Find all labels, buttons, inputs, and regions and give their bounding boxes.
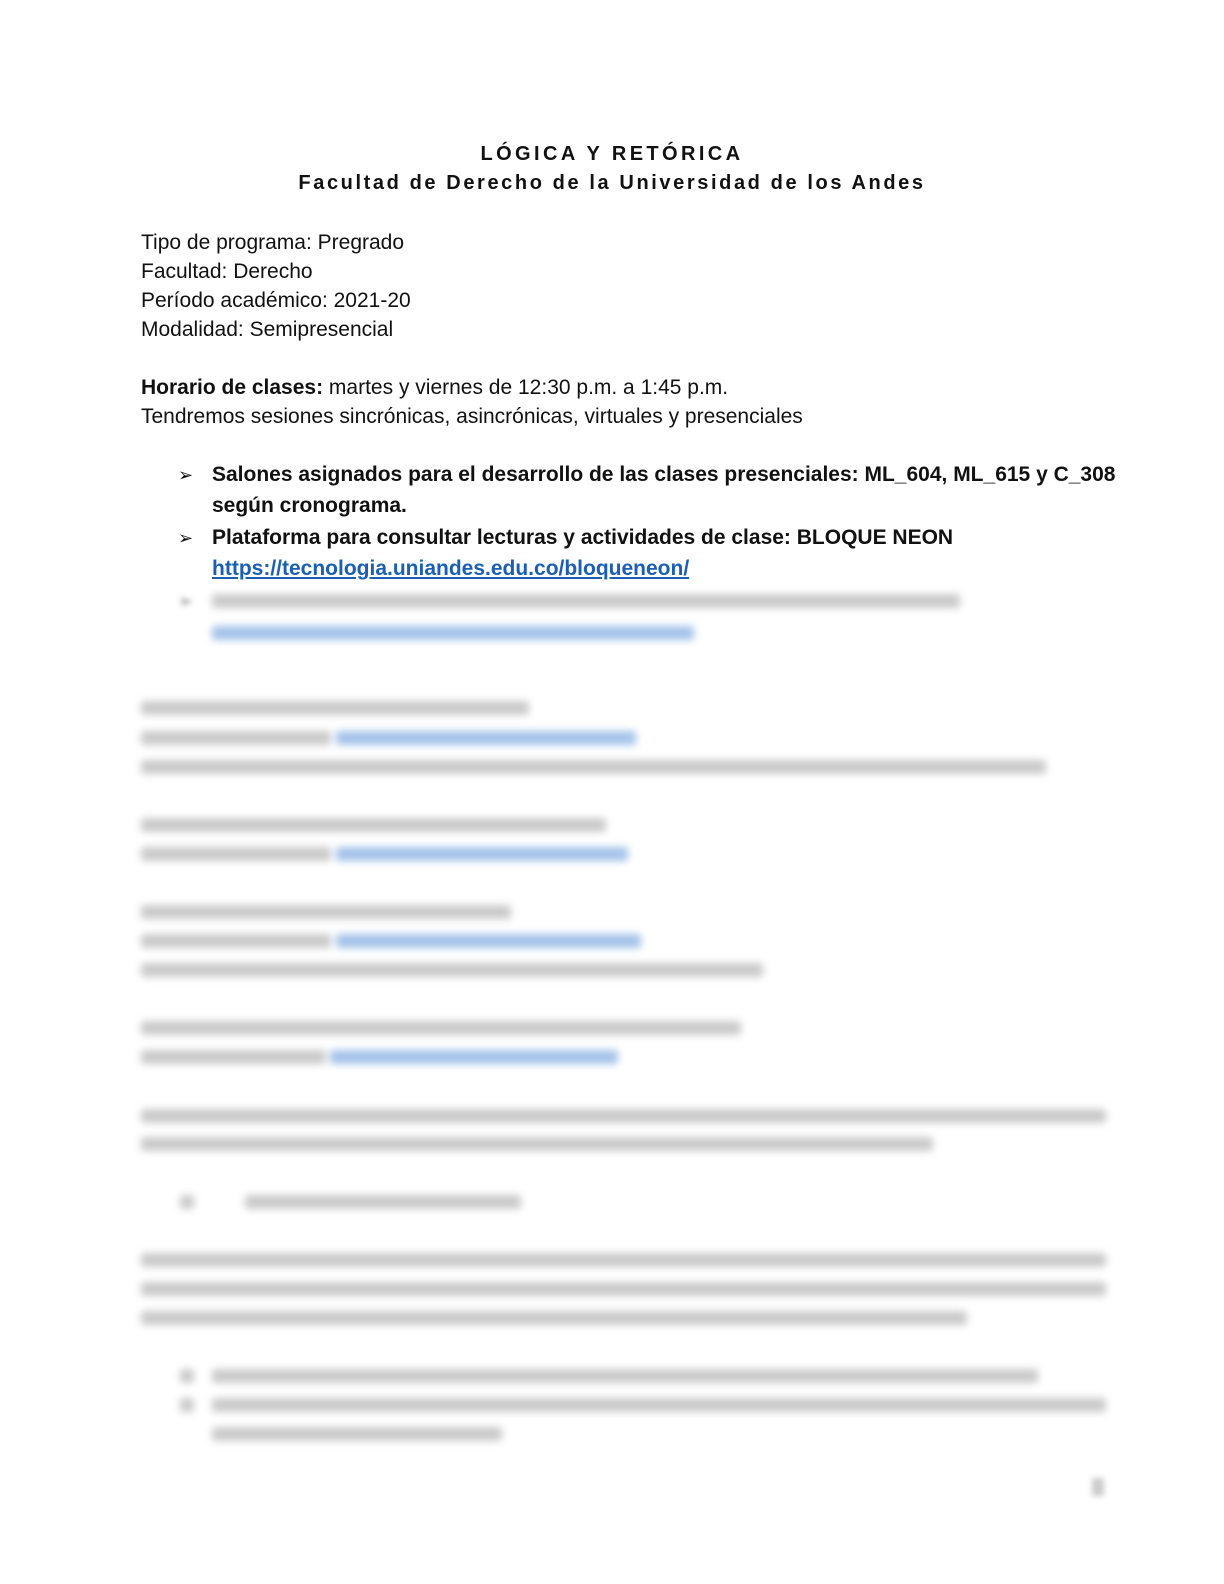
blurred-text	[141, 934, 331, 948]
blurred-text	[141, 701, 529, 715]
sessions-note: Tendremos sesiones sincrónicas, asincrónicas, virtuales y presenciales	[141, 405, 803, 428]
blurred-text	[180, 1398, 194, 1412]
blurred-text	[212, 1398, 1106, 1412]
blurred-text	[212, 594, 960, 608]
blurred-text	[141, 1109, 1106, 1123]
blurred-link	[212, 626, 694, 640]
blurred-text	[180, 1369, 194, 1383]
academic-period: Período académico: 2021-20	[141, 289, 411, 312]
blurred-text	[141, 818, 606, 832]
bullet-arrow-icon: ➢	[178, 591, 194, 611]
blurred-text	[141, 760, 1046, 774]
blurred-link	[336, 731, 636, 745]
blurred-text	[212, 1427, 502, 1441]
blurred-text	[141, 1253, 1106, 1267]
blurred-link	[336, 934, 641, 948]
bullet-arrow-icon: ➢	[178, 528, 194, 548]
class-schedule	[141, 376, 728, 400]
schedule-label: Horario de clases:	[141, 376, 324, 399]
modality: Modalidad: Semipresencial	[141, 318, 394, 341]
classrooms-line-cont: según cronograma.	[212, 494, 407, 517]
blurred-text	[141, 1282, 1106, 1296]
blurred-text	[141, 1311, 967, 1325]
blurred-text	[141, 963, 763, 977]
blurred-text	[141, 1021, 741, 1035]
blurred-text	[141, 1137, 933, 1151]
schedule-value: martes y viernes de 12:30 p.m. a 1:45 p.m.	[323, 376, 729, 399]
blurred-text	[141, 731, 331, 745]
blurred-text	[141, 1050, 326, 1064]
platform-link[interactable]: https://tecnologia.uniandes.edu.co/bloqueneon/	[212, 557, 690, 580]
blurred-text	[141, 905, 511, 919]
bullet-arrow-icon: ➢	[178, 465, 194, 485]
program-type: Tipo de programa: Pregrado	[141, 231, 405, 254]
blurred-heading	[245, 1195, 521, 1209]
document-subtitle: Facultad de Derecho de la Universidad de los Andes	[298, 172, 926, 194]
page-number	[1092, 1478, 1104, 1496]
platform-line: Plataforma para consultar lecturas y actividades de clase: BLOQUE NEON	[212, 526, 954, 549]
blurred-link	[330, 1050, 618, 1064]
blurred-text	[141, 847, 331, 861]
blurred-text	[180, 1195, 194, 1209]
blurred-link	[336, 847, 628, 861]
document-title: LÓGICA Y RETÓRICA	[480, 143, 744, 165]
faculty: Facultad: Derecho	[141, 260, 313, 283]
blurred-text	[212, 1369, 1038, 1383]
classrooms-line: Salones asignados para el desarrollo de las clases presenciales: ML_604, ML_615 y C_308	[212, 463, 1116, 486]
